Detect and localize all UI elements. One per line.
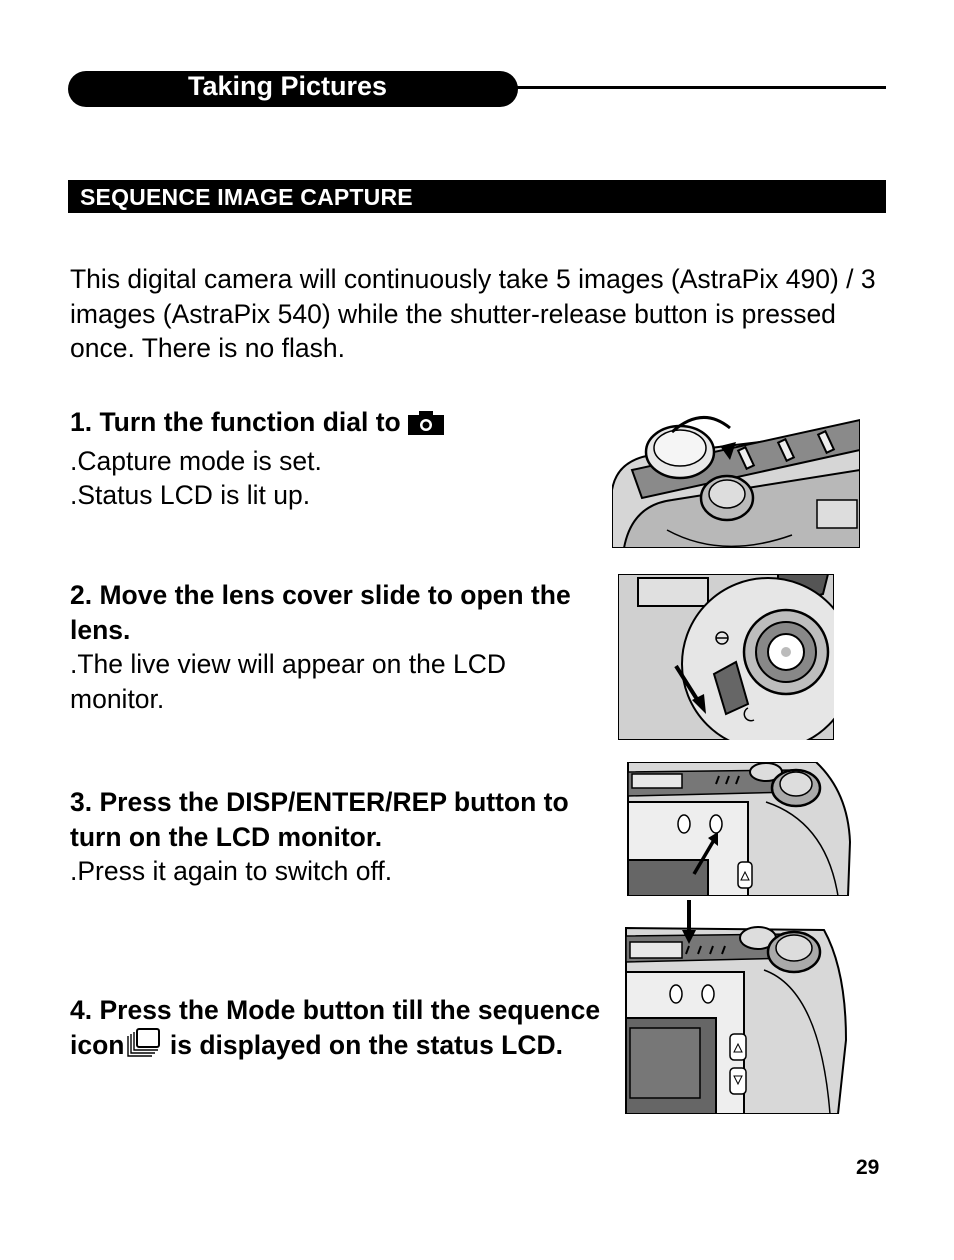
page-title: Taking Pictures [188, 71, 388, 101]
mode-button-illustration [624, 900, 850, 1114]
camera-icon [408, 409, 444, 444]
intro-paragraph: This digital camera will continuously take 5 images (AstraPix 490) / 3 images (AstraPix 540) while the shutter-release button is pressed once. There is no flash. [70, 264, 876, 363]
step-1-note-1: .Capture mode is set. [70, 445, 322, 476]
step-4-title-before: 4. Press the Mode button till the sequence icon [70, 995, 601, 1060]
page-number: 29 [856, 1156, 880, 1179]
step-2-note-1: .The live view will appear on the LCD monitor. [70, 649, 506, 714]
header-rule [515, 86, 886, 89]
section-title: SEQUENCE IMAGE CAPTURE [80, 184, 413, 210]
step-1-note-2: .Status LCD is lit up. [70, 480, 311, 510]
step-1-title: 1. Turn the function dial to [70, 407, 401, 437]
step-3 [70, 785, 610, 889]
step-3-note-1: .Press it again to switch off. [70, 856, 393, 886]
step-4-title-after: is displayed on the status LCD. [169, 1029, 564, 1060]
step-2 [70, 578, 590, 716]
step-1 [70, 405, 600, 513]
sequence-icon [124, 1028, 162, 1067]
step-4 [70, 993, 610, 1066]
function-dial-illustration [612, 410, 860, 548]
lens-cover-illustration [618, 574, 834, 740]
disp-button-illustration [626, 762, 852, 896]
step-3-title: 3. Press the DISP/ENTER/REP button to turn on the LCD monitor. [70, 787, 569, 852]
step-2-title: 2. Move the lens cover slide to open the lens. [70, 580, 571, 645]
